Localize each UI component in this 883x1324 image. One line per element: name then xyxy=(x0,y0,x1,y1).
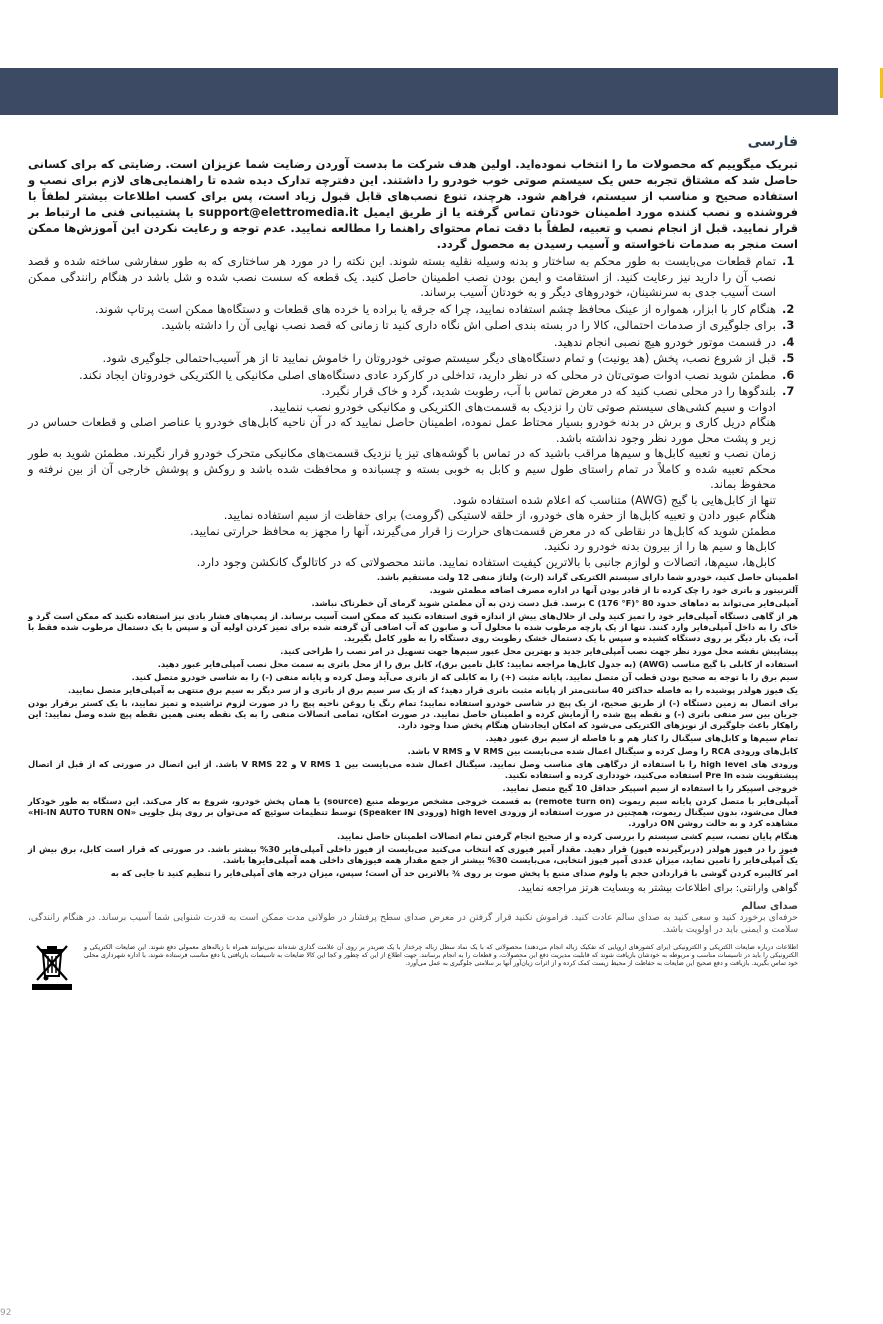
intro-paragraph: تبریک میگوییم که محصولات ما را انتخاب نموده‌اید. اولین هدف شرکت ما بدست آوردن رضایت شما عزیزان است. رضایتی که برای کسانی حاصل شد که مشتاق تجربه حس یک سیستم صوتی خوب خودرو را داشتند. این دفترچه تدارک دیده شده تا راهنمایی‌های لازم برای نصب و استفاده صحیح و مناسب از سیستم، فراهم شود. هرچند، تنوع نصب‌های قابل قبول زیاد است، پس برای کسب اطلاعات بیشتر لطفاً با فروشنده و نصب کننده مورد اطمینان خودتان تماس گرفته یا از طریق ایمیل support@elettromedia.it با پشتیبانی فنی ما ارتباط بر قرار نمایید. قبل از انجام نصب و تعبیه، لطفاً با دقت تمام محتوای راهنما را مطالعه نمایید. عدم توجه و رعایت نکردن این آموزش‌ها ممکن است منجر به صدمات ناخواسته و آسیب رسیدن به محصول گردد. xyxy=(28,157,799,251)
note-paragraph: اطمینان حاصل کنید، خودرو شما دارای سیستم الکتریکی گراند (ارث) ولتاژ منفی 12 ولت مستقیم باشد. xyxy=(376,572,798,582)
step-item: 1. تمام قطعات می‌بایست به طور محکم به ساختار و بدنه وسیله نقلیه بسته شوند. این نکته را در مورد هر ساختاری که به طور سفارشی ساخته شده و قصد نصب آن را دارید نیز رعایت کنید. از استقامت و ایمن بودن نصب اطمینان حاصل کنید. یک قطعه که سست نصب شده و شل باشد در هنگام رانندگی ممکن است آسیب جدی به سرنشینان، خودروهای دیگر و به خودتان آسیب برساند. xyxy=(28,254,778,301)
note-paragraph: آلترنیتور و باتری خود را چک کرده تا از قادر بودن آنها در اداره مصرف اضافه مطمئن شوید. xyxy=(429,585,798,595)
note-paragraph: یک فیوز هولدر پوشیده را به فاصله حداکثر 40 سانتی‌متر از پایانه مثبت باتری قرار دهید؛ که از یک سر سیم برق از باتری و از سر دیگر به سیم برق منتهی به آمپلی‌فایر متصل نمایید. xyxy=(67,685,798,695)
note-paragraph: آمپلی‌فایر با متصل کردن پایانه سیم ریموت (remote turn on) به قسمت خروجی مشخص مربوطه منبع (source) یا همان پخش خودرو، شروع به کار می‌کند. این دستگاه به طور خودکار فعال می‌شود، بدون سیگنال ریموت، همچنین در صورت استفاده از ورودی high level (ورودی Speaker IN) توسط تنظیمات سوئیچ که می‌توان بر روی پنل جلویی «Hi-IN AUTO TURN ON» مشاهده کرد و به حالت روشن ON دراورد. xyxy=(28,796,798,828)
crossed-out-wheelie-bin-icon xyxy=(35,944,69,982)
step-item xyxy=(28,384,778,570)
page-title: فارسی xyxy=(747,134,798,150)
weee-text: اطلاعات درباره ضایعات الکتریکی و الکترونیکی (برای کشورهای اروپایی که تفکیک زباله انجام می‌دهند) محصولاتی که با یک نماد سطل زباله چرخدار با یک ضربدر بر روی آن علامت گذاری شده‌اند نمی‌توانند همراه با زباله‌های معمولی دفع شوند. این ضایعات الکتریکی و الکترونیکی را باید در تاسیسات مناسب و مربوطه به خودشان بازیافت شوند که قابلیت مدیریت دفع این محصولات، و قطعات را به انجام برسانند. جهت اطلاع از این که چطور و کجا این کالا ضایعات به تاسیسات بازیافتی یا دفع مناسب فرستاده شوند، با اداره شهرداری محلی خود تماس بگیرید. بازیافت و دفع صحیح این ضایعات به حفاظت از محیط زیست کمک کرده و از اثرات زیان‌آور آنها بر سلامتی جلوگیری به عمل می‌آورد. xyxy=(84,944,798,967)
note-paragraph: کابل‌های ورودی RCA را وصل کرده و سیگنال اعمال شده می‌بایست بین V RMS و V RMS باشد. xyxy=(407,746,798,756)
weee-symbol xyxy=(28,944,76,990)
note-paragraph: امر کالیبره کردن گوشی با قراردادن حجم یا ولوم صدای منبع یا پخش صوت بر روی ¾ بالاترین حد آن است؛ سپس، میزان درجه های آمپلی‌فایر را تنظیم کنید تا جایی که به xyxy=(110,868,798,878)
step-item: 2. هنگام کار با ابزار، همواره از عینک محافظ چشم استفاده نمایید، چرا که جرقه یا براده یا خرده های قطعات و دستگاه‌ها ممکن است پرتاپ شوند. xyxy=(28,302,778,318)
step-item: 6. مطمئن شوید نصب ادوات صوتی‌تان در محلی که در نظر دارید، تداخلی در کارکرد عادی دستگاه‌های اصلی مکانیکی یا الکتریکی خودروتان ایجاد نکند. xyxy=(28,368,778,384)
step-7-extra: کابل‌ها و سیم ها را از بیرون بدنه خودرو رد نکنید. xyxy=(543,539,776,553)
note-paragraph: ورودی های high level را با استفاده از درگاهی های مناسب وصل نمایید. سیگنال اعمال شده می‌بایست بین V RMS 1 و V RMS 22 باشد. از این اتصال در صورتی که از قبل از اتصال پیشتقویت شده Pre In استفاده می‌کنید، خودداری کرده و استفاده نکنید. xyxy=(28,759,799,780)
step-7-text: بلندگوها را در محلی نصب کنید که در معرض تماس با آب، رطوبت شدید، گرد و خاک قرار نگیرد. xyxy=(321,384,776,398)
healthy-sound-text: حرفه‌ای برخورد کنید و سعی کنید به صدای سالم عادت کنید. فراموش نکنید قرار گرفتن در معرض صدای سطح پرفشار در طولانی مدت ممکن است به قدرت شنوایی شما آسیب برساند. در هنگام رانندگی، سلامت و ایمنی باید در اولویت باشد. xyxy=(28,913,798,935)
note-paragraph: هنگام پایان نصب، سیم کشی سیستم را بررسی کرده و از صحیح انجام گرفتن تمام اتصالات اطمینان حاصل نمایید. xyxy=(336,831,798,841)
note-paragraph: فیوز را در فیوز هولدر (دربرگیرنده فیوز) قرار دهید. مقدار آمپر فیوزی که انتخاب می‌کنید می‌بایست از فیوز داخلی آمپلی‌فایر 30% بیشتر باشد. در صورتی که قرار است کابل، برق بیش از یک آمپلی‌فایر را تامین نماید، میزان عددی آمپر فیوز انتخابی، می‌بایست 30% بیشتر از جمع مقدار همه فیوزهای داخلی همه آمپلی‌فایرها باشد. xyxy=(28,844,799,865)
step-7-extra: ادوات و سیم کشی‌های سیستم صوتی تان را نزدیک به قسمت‌های الکتریکی و مکانیکی خودرو نصب ننمایید. xyxy=(269,399,776,414)
note-paragraph: هر از گاهی دستگاه آمپلی‌فایر خود را تمیز کنید ولی از حلال‌های بیش از اندازه قوی استفاده نکنید که ممکن است آسیب برساند. از پمپ‌های فشار بادی نیز استفاده نکنید که ممکن است گرد و خاک را به داخل آمپلی‌فایر وارد کنند. تنها از یک پارچه مرطوب شده با محلول آب و صابون که آب اضافی آن گرفته شده برای تمیز کردن اولیه آن و سپس با یک دستمال مرطوب شده فقط با آب، یک بار دیگر بر روی دستگاه کشیده و سپس با یک دستمال خشک رطوبت روی دستگاه را به طور کامل بگیرید. xyxy=(28,611,798,643)
step-7-extra: مطمئن شوید که کابل‌ها در نقاطی که در معرض قسمت‌های حرارت زا قرار می‌گیرند، آنها را مجهز به محافظ حرارتی نمایید. xyxy=(189,523,776,538)
note-paragraph: استفاده از کابلی با گیج مناسب (AWG) (به جدول کابل‌ها مراجعه نمایید: کابل تامین برق)، کابل برق را از محل باتری به سمت محل نصب آمپلی‌فایر عبور دهید. xyxy=(157,659,798,669)
note-paragraph: سیم برق را با توجه به صحیح بودن قطب آن متصل نمایید. پایانه مثبت (+) را به کابلی که از باتری می‌آید وصل کرده و پایانه منفی (-) را به شاسی خودرو متصل کنید. xyxy=(131,672,798,682)
step-7-extra: تنها از کابل‌هایی با گیج (AWG) متناسب که اعلام شده استفاده شود. xyxy=(452,492,776,507)
note-paragraph: تمام سیم‌ها و کابل‌های سیگنال را کنار هم و با فاصله از سیم برق عبور دهید. xyxy=(485,733,798,743)
note-paragraph: برای اتصال به زمین دستگاه (-) از طریق صحیح، از یک پیچ در شاسی خودرو استفاده نمایید؛ تمام رنگ یا روغن ناحیه پیچ را در صورت لزوم تراشیده و تمیز نمایید، با یک کستر برقرار بودن جریان بین سر منفی باتری (-) و نقطه پیچ شده را آزمایش کرده و اطمینان حاصل نمایید. در صورت امکان، تمامی اتصالات منفی را به یک نقطه یعنی همین نقطه پیچ شده وصل نمایید: این راهکار باعث جلوگیری از نویزهای الکتریکی می‌شود که امکان ایجادشان هنگام پخش صدا وجود دارد. xyxy=(28,698,798,730)
note-paragraph: خروجی اسپیکر را با استفاده از سیم اسپیکر حداقل 10 گیج متصل نمایید. xyxy=(502,783,798,793)
document-body xyxy=(28,134,798,990)
warranty-note: گواهی وارانتی: برای اطلاعات بیشتر به وبسایت هرتز مراجعه نمایید. xyxy=(517,883,798,894)
page-number: 92 xyxy=(0,1308,12,1318)
step-7-extra: هنگام دریل کاری و برش در بدنه خودرو بسیار محتاط عمل نموده، اطمینان حاصل نمایید که در آن ناحیه کابل‌های خودرو یا عناصر اصلی و قطعات حساس در زیر و پشت محل مورد نظر وجود نداشته باشد. xyxy=(28,415,776,445)
weee-bar xyxy=(32,984,72,990)
weee-notice xyxy=(28,944,798,990)
step-item: 5. قبل از شروع نصب، پخش (هد یونیت) و تمام دستگاه‌های دیگر سیستم صوتی خودروتان را خاموش نمایید تا از هر آسیب‌احتمالی جلوگیری شود. xyxy=(28,351,778,367)
amplifier-notes xyxy=(28,572,798,879)
step-item: 4. در قسمت موتور خودرو هیچ نصبی انجام ندهید. xyxy=(28,335,778,351)
header-banner xyxy=(0,68,838,115)
step-7-extra: زمان نصب و تعبیه کابل‌ها و سیم‌ها مراقب باشید که در تماس با گوشه‌های تیز یا نزدیک قسمت‌های مکانیکی متحرک خودرو قرار نگیرند. مطمئن شوید به طور محکم تعبیه شده و کاملاً در تمام راستای طول سیم و کابل به خوبی بسته و چسبانده و محافظت شده باشد و روکش و پوشش خارجی آن از بین نرفته و محفوظ بماند. xyxy=(28,446,776,491)
note-paragraph: آمپلی‌فایر می‌تواند به دماهای حدود 80 °C (176 °F) برسد. قبل دست زدن به آن مطمئن شوید گرمای آن خطرناک نباشد. xyxy=(311,598,798,608)
healthy-sound-title: صدای سالم xyxy=(741,901,798,912)
installation-steps xyxy=(28,254,798,570)
step-item: 3. برای جلوگیری از صدمات احتمالی، کالا را در بسته بندی اصلی اش نگاه داری کنید تا زمانی که قصد نصب نهایی آن را داشته باشید. xyxy=(28,318,778,334)
note-paragraph: پیشاپیش نقشه محل مورد نظر جهت نصب آمپلی‌فایر جدید و بهترین محل عبور سیم‌ها جهت تسهیل در امر نصب را طراحی کنید. xyxy=(280,646,798,656)
step-7-extra: کابل‌ها، سیم‌ها، اتصالات و لوازم جانبی با بالاترین کیفیت استفاده نمایید. مانند محصولاتی که در کاتالوگ کانکشن وجود دارد. xyxy=(196,554,776,569)
step-7-extra: هنگام عبور دادن و تعبیه کابل‌ها از حفره های خودرو، از حلقه لاستیکی (گرومت) برای حفاظت از سیم استفاده نمایید. xyxy=(223,508,776,522)
